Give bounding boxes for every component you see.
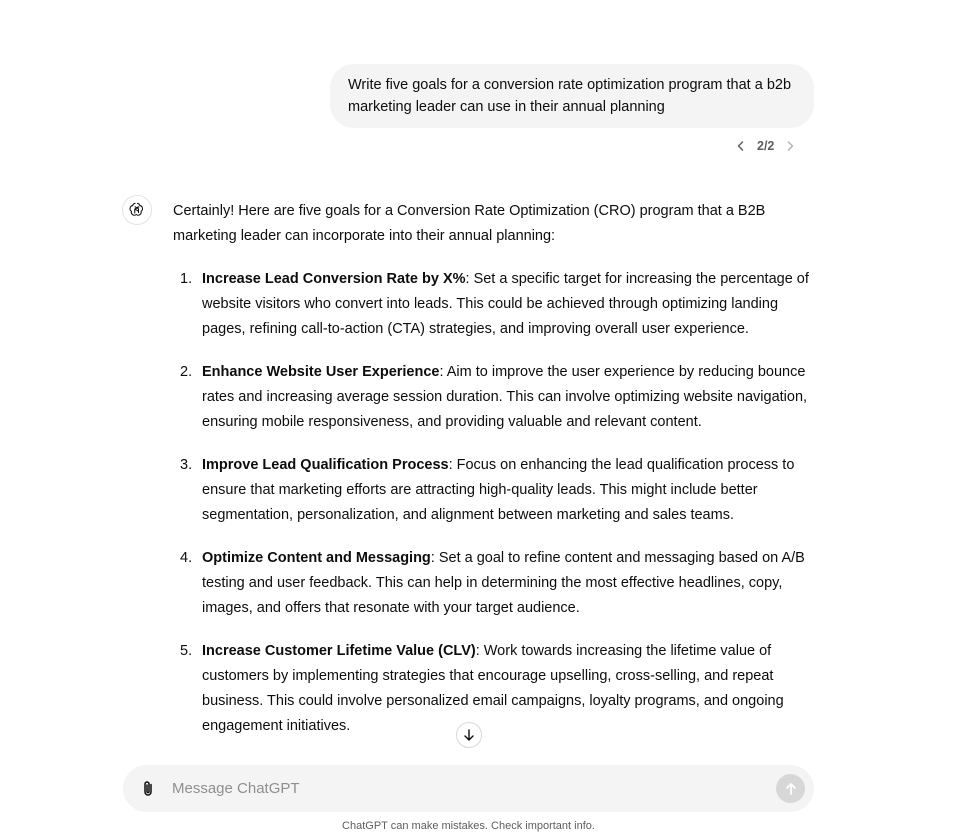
paperclip-icon[interactable]: [137, 778, 159, 800]
goal-text: : Aim to improve the user experience by reducing bounce rates and increasing average session duration. This can involve optimizing website navigation, ensuring mobile responsiveness, and providing valuable and relevant content.: [202, 364, 808, 430]
assistant-message: [173, 199, 818, 757]
goal-text: : Set a goal to refine content and messaging based on A/B testing and user feedback. This can help in determining the most effective headlines, copy, images, and offers that resonate with your target audience.: [202, 550, 805, 616]
goal-title: Enhance Website User Experience: [202, 364, 440, 380]
user-message-row: [330, 64, 814, 128]
assistant-intro: Certainly! Here are five goals for a Conversion Rate Optimization (CRO) program that a B2B marketing leader can incorporate into their annual planning:: [173, 203, 766, 244]
goal-item: [173, 360, 818, 435]
scroll-down-button[interactable]: [456, 722, 482, 748]
goal-number: 2.: [180, 364, 193, 380]
response-count: 2/2: [757, 139, 775, 153]
goals-list: [173, 267, 818, 739]
goal-item: [173, 267, 818, 342]
goal-text: : Focus on enhancing the lead qualification process to ensure that marketing efforts are attracting high-quality leads. This might include better segmentation, personalization, and alignment between marketing and sales teams.: [202, 457, 795, 523]
response-pager: [733, 136, 798, 156]
chevron-right-icon[interactable]: [782, 136, 798, 156]
goal-title: Increase Lead Conversion Rate by X%: [202, 271, 466, 287]
chevron-left-icon[interactable]: [733, 136, 749, 156]
user-message-bubble: Write five goals for a conversion rate optimization program that a b2b marketing leader can use in their annual planning: [330, 64, 814, 128]
goal-title: Optimize Content and Messaging: [202, 550, 431, 566]
disclaimer-text: ChatGPT can make mistakes. Check important info.: [342, 820, 595, 832]
goal-item: [173, 453, 818, 528]
goal-title: Improve Lead Qualification Process: [202, 457, 449, 473]
arrow-down-icon: [462, 728, 476, 742]
arrow-up-icon: [784, 782, 798, 796]
goal-item: [173, 546, 818, 621]
chatgpt-logo-icon: [122, 195, 152, 225]
send-button[interactable]: [776, 774, 805, 803]
goal-number: 5.: [180, 643, 193, 659]
goal-text: : Set a specific target for increasing the percentage of website visitors who convert into leads. This could be achieved through optimizing landing pages, refining call-to-action (CTA) strategies, and improving overall user experience.: [202, 271, 809, 337]
goal-number: 4.: [180, 550, 193, 566]
message-input[interactable]: [170, 774, 776, 804]
goal-text: : Work towards increasing the lifetime value of customers by implementing strategies that encourage upselling, cross-selling, and repeat business. This could involve personalized email campaigns, loyalty programs, and ongoing engagement initiatives.: [202, 643, 784, 734]
message-composer: [123, 765, 814, 812]
goal-title: Increase Customer Lifetime Value (CLV): [202, 643, 476, 659]
goal-item: [173, 639, 818, 739]
goal-number: 3.: [180, 457, 193, 473]
goal-number: 1.: [180, 271, 193, 287]
